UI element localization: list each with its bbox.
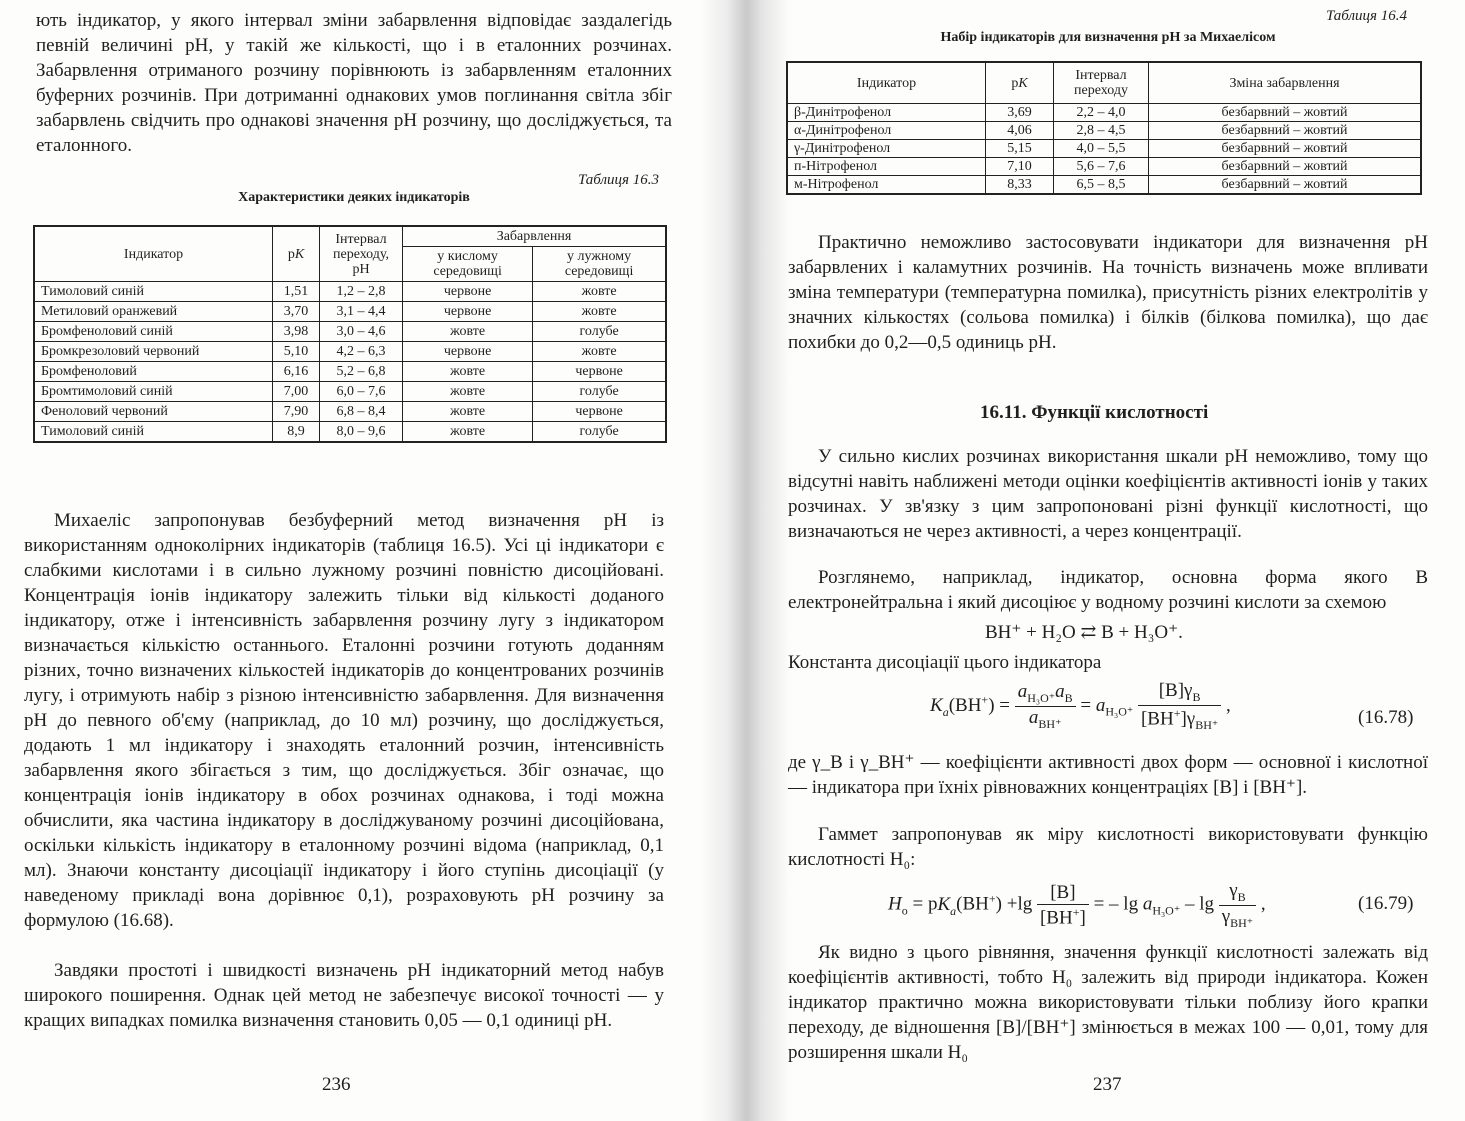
interval-value: 2,8 – 4,5 xyxy=(1054,122,1149,140)
indicator-method-accuracy-paragraph: Завдяки простоті і швидкості визначень pH індикаторний метод набув широкого поширення. Однак цей метод не забезпечує високої точності — у кращих випадках помилка визначення становить 0,05 — 0,1 одиниці pH. xyxy=(24,960,664,1031)
indicator-name: п-Нітрофенол xyxy=(787,158,986,176)
indicator-limitations-paragraph: Практично неможливо застосовувати індикатори для визначення pH забарвлених і каламутних розчинів. На точність визначень може впливати зміна температури (температурна помилка), присутність різних електролітів у значних кількостях (сольова помилка) і білків (білкова помилка), що дає похибки до 0,2—0,5 одиниць pH. xyxy=(788,232,1428,353)
pk-value: 4,06 xyxy=(986,122,1054,140)
intro-paragraph: ють індикатор, у якого інтервал зміни забарвлення відповідає заздалегідь певній величині pH, у такій же кількості, що і в еталонних розчинах. Забарвлення отриманого розчину порівнюють із забарвленням еталонних буферних розчинів. При дотриманні однакових умов поглинання світла збіг забарвлень свідчить про однакові значення pH розчину, що досліджується, та еталонного. xyxy=(36,10,672,156)
interval-value: 5,2 – 6,8 xyxy=(320,362,403,382)
book-gutter xyxy=(700,0,790,1121)
acid-color: червоне xyxy=(403,342,533,362)
indicator-name: Тимоловий синій xyxy=(34,422,273,443)
pk-value: 3,70 xyxy=(273,302,320,322)
col-header-interval: Інтервал переходу xyxy=(1054,62,1149,104)
indicator-name: Бромфеноловий синій xyxy=(34,322,273,342)
table-row xyxy=(34,302,666,322)
activity-coefficients-paragraph: де γ_B і γ_BH⁺ — коефіцієнти активності двох форм — основної і кислотної — індикатора при їхніх рівноважних концентраціях [B] і [BH⁺]. xyxy=(788,752,1428,798)
col-header-alkaline: у лужному середовищі xyxy=(533,247,666,282)
left-page xyxy=(0,0,700,1121)
pk-value: 5,10 xyxy=(273,342,320,362)
interval-value: 3,1 – 4,4 xyxy=(320,302,403,322)
indicator-name: Бромтимоловий синій xyxy=(34,382,273,402)
pk-value: 1,51 xyxy=(273,282,320,302)
michaelis-method-paragraph: Михаеліс запропонував безбуферний метод визначення pH із використанням одноколірних індикаторів (таблиця 16.5). Усі ці індикатори є слабкими кислотами і в сильно лужному розчині повністю дисоційовані. Концентрація іонів індикатору залежить тільки від кількості доданого індикатору, отже і інтенсивність забарвлення розчину лугу з індикатором визначається кількістю останнього. Еталонні розчини готують доданням різних, точно визначених кількостей індикаторів до концентрованих розчинів лугу, і отримують набір з різною інтенсивністю забарвлення. Для визначення pH до певного об'єму (наприклад, до 10 мл) розчину, що досліджується, додають 1 мл індикатору і знаходять еталонний розчин, інтенсивність забарвлення якого збігається з тим, що досліджується. Збіг означає, що концентрація іонів індикатору в обох розчинах однакова, і тоді можна обчислити, яка частина індикатору в досліджуваному розчині дисоційована, оскільки кількість індикатору в еталонному розчині відома (наприклад, 0,1 мл). Знаючи константу дисоціації індикатору і його ступінь дисоціації (у наведеному прикладі вона дорівнює 0,1), розраховують pH розчину за формулою (16.68). xyxy=(24,510,664,931)
col-header-acid: у кислому середовищі xyxy=(403,247,533,282)
equation-16-78: $K_a(BH^+)$ = $\frac{a_{H_3O^+}a_B}{a_{BH^+}}$ = $a_{H_3O^+}$ $\frac{[B]\gamma_B}{[BH^+]\gamma_{BH^+}}$ , xyxy=(930,680,1231,732)
pk-value: 6,16 xyxy=(273,362,320,382)
table-row xyxy=(34,382,666,402)
table-row xyxy=(787,158,1421,176)
hammett-paragraph: Гаммет запропонував як міру кислотності використовувати функцію кислотності H₀: xyxy=(788,824,1428,870)
interval-value: 4,0 – 5,5 xyxy=(1054,140,1149,158)
indicator-name: β-Динітрофенол xyxy=(787,104,986,122)
table-row xyxy=(787,122,1421,140)
acid-color: жовте xyxy=(403,402,533,422)
table-16-4-title: Набір індикаторів для визначення pH за Михаелісом xyxy=(940,30,1276,45)
color-change: безбарвний – жовтий xyxy=(1149,158,1422,176)
table-row xyxy=(787,176,1421,195)
table-row xyxy=(34,402,666,422)
indicator-example-paragraph: Розглянемо, наприклад, індикатор, основна форма якого B електронейтральна і який дисоціює у водному розчині кислоти за схемою xyxy=(788,567,1428,613)
alkaline-color: жовте xyxy=(533,302,666,322)
indicator-name: м-Нітрофенол xyxy=(787,176,986,195)
col-header-pk: pK xyxy=(986,62,1054,104)
interval-value: 4,2 – 6,3 xyxy=(320,342,403,362)
interval-value: 6,8 – 8,4 xyxy=(320,402,403,422)
acid-color: червоне xyxy=(403,302,533,322)
table-row xyxy=(787,140,1421,158)
equation-16-79: $H_o = pK_a(BH^+) +\lg$ $\frac{[B]}{[BH^+]}$ = – $\lg a_{H_3O^+}$ – lg $\frac{\gamma_B}{\gamma_{BH^+}}$ , xyxy=(888,880,1266,930)
pk-value: 8,9 xyxy=(273,422,320,443)
col-header-indicator: Індикатор xyxy=(787,62,986,104)
acid-color: червоне xyxy=(403,282,533,302)
color-change: безбарвний – жовтий xyxy=(1149,176,1422,195)
color-change: безбарвний – жовтий xyxy=(1149,122,1422,140)
acid-color: жовте xyxy=(403,362,533,382)
pk-value: 7,90 xyxy=(273,402,320,422)
acid-color: жовте xyxy=(403,322,533,342)
indicator-name: Бромфеноловий xyxy=(34,362,273,382)
alkaline-color: голубе xyxy=(533,322,666,342)
alkaline-color: червоне xyxy=(533,402,666,422)
michaelis-indicator-set-table xyxy=(786,61,1422,195)
interval-value: 8,0 – 9,6 xyxy=(320,422,403,443)
col-header-indicator: Індикатор xyxy=(34,226,273,282)
indicator-name: Метиловий оранжевий xyxy=(34,302,273,322)
alkaline-color: жовте xyxy=(533,342,666,362)
interval-value: 2,2 – 4,0 xyxy=(1054,104,1149,122)
page-number-right: 237 xyxy=(1093,1074,1122,1095)
table-16-3-title: Характеристики деяких індикаторів xyxy=(238,190,470,205)
table-row xyxy=(34,322,666,342)
alkaline-color: червоне xyxy=(533,362,666,382)
col-header-interval: Інтервал переходу, pH xyxy=(320,226,403,282)
col-header-pk: pK xyxy=(273,226,320,282)
indicator-name: Бромкрезоловий червоний xyxy=(34,342,273,362)
table-row xyxy=(34,282,666,302)
color-change: безбарвний – жовтий xyxy=(1149,104,1422,122)
equation-number-16-79: (16.79) xyxy=(1358,893,1414,914)
pk-value: 3,98 xyxy=(273,322,320,342)
pk-value: 7,00 xyxy=(273,382,320,402)
table-row xyxy=(787,104,1421,122)
alkaline-color: жовте xyxy=(533,282,666,302)
table-16-4-caption: Таблиця 16.4 xyxy=(1326,8,1407,24)
interval-value: 5,6 – 7,6 xyxy=(1054,158,1149,176)
indicator-name: Феноловий червоний xyxy=(34,402,273,422)
acidity-function-dependence-paragraph: Як видно з цього рівняння, значення функції кислотності залежать від коефіцієнтів активності, тобто H₀ залежить від природи індикатора. Кожен індикатор практично можна використовувати тільки поблизу його крапки переходу, де відношення [B]/[BH⁺] змінюється в межах 100 — 0,01, тому для розширення шкали H₀ xyxy=(788,942,1428,1063)
alkaline-color: голубе xyxy=(533,382,666,402)
table-16-3-caption: Таблиця 16.3 xyxy=(578,172,659,188)
acidity-functions-paragraph: У сильно кислих розчинах використання шкали pH неможливо, тому що відсутні навіть наближені методи оцінки коефіцієнтів активності іонів у таких розчинах. У зв'язку з цим запропоновані різні функції кислотності, що визначаються не через активності, а через концентрації. xyxy=(788,446,1428,542)
color-change: безбарвний – жовтий xyxy=(1149,140,1422,158)
indicator-name: α-Динітрофенол xyxy=(787,122,986,140)
indicator-name: Тимоловий синій xyxy=(34,282,273,302)
table-row xyxy=(34,362,666,382)
interval-value: 6,0 – 7,6 xyxy=(320,382,403,402)
acid-color: жовте xyxy=(403,422,533,443)
page-number-left: 236 xyxy=(322,1074,351,1095)
pk-value: 3,69 xyxy=(986,104,1054,122)
col-header-color-change: Зміна забарвлення xyxy=(1149,62,1422,104)
col-header-color: Забарвлення xyxy=(403,226,667,247)
pk-value: 7,10 xyxy=(986,158,1054,176)
indicator-characteristics-table xyxy=(33,225,667,443)
dissociation-reaction: BH⁺ + H₂O ⇄ B + H₃O⁺. xyxy=(985,622,1183,643)
table-row xyxy=(34,422,666,443)
dissociation-constant-label: Константа дисоціації цього індикатора xyxy=(788,652,1102,673)
interval-value: 3,0 – 4,6 xyxy=(320,322,403,342)
right-page xyxy=(780,0,1465,1121)
pk-value: 8,33 xyxy=(986,176,1054,195)
pk-value: 5,15 xyxy=(986,140,1054,158)
section-heading: 16.11. Функції кислотності xyxy=(980,402,1209,423)
acid-color: жовте xyxy=(403,382,533,402)
interval-value: 1,2 – 2,8 xyxy=(320,282,403,302)
equation-number-16-78: (16.78) xyxy=(1358,707,1414,728)
table-row xyxy=(34,342,666,362)
interval-value: 6,5 – 8,5 xyxy=(1054,176,1149,195)
alkaline-color: голубе xyxy=(533,422,666,443)
indicator-name: γ-Динітрофенол xyxy=(787,140,986,158)
